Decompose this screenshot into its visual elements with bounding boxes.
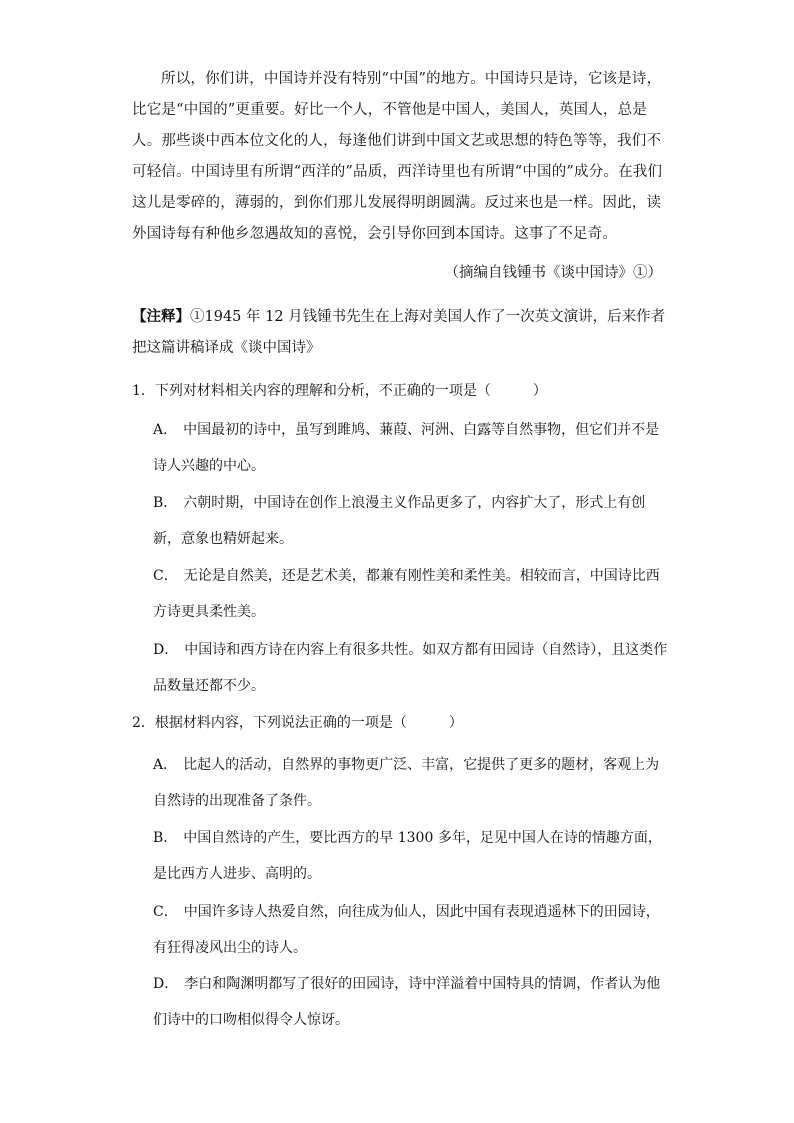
option-text: 中国最初的诗中，虽写到雎鸠、蒹葭、河洲、白露等自然事物，但它们并不是诗人兴趣的中心。 [153,422,660,474]
option-text: 中国许多诗人热爱自然，向往成为仙人，因此中国有表现逍遥林下的田园诗，有狂得凌风出尘的诗人。 [153,904,660,956]
passage-paragraph [132,64,664,250]
question-1-option-a[interactable] [153,412,671,484]
question-2-option-b[interactable] [153,820,671,892]
option-letter: D． [153,642,179,658]
question-2-option-d[interactable] [153,966,671,1038]
option-letter: C． [153,568,178,584]
passage-source: （摘编自钱锺书《谈中国诗》①） [444,265,662,281]
question-1-stem: 1．下列对材料相关内容的理解和分析，不正确的一项是（ ） [132,383,547,399]
question-1-option-d[interactable] [153,632,671,704]
question-1-option-c[interactable] [153,558,671,630]
option-letter: A． [153,422,178,438]
option-letter: C． [153,904,178,920]
option-text: 中国自然诗的产生，要比西方的早 1300 多年，足见中国人在诗的情趣方面，是比西方人进步、高明的。 [153,830,662,882]
option-text: 比起人的活动，自然界的事物更广泛、丰富，它提供了更多的题材，客观上为自然诗的出现准备了条件。 [153,757,660,809]
question-2-option-c[interactable] [153,894,671,966]
question-2-option-a[interactable] [153,747,671,819]
passage-text: 所以，你们讲，中国诗并没有特别“中国”的地方。中国诗只是诗，它该是诗，比它是“中国的”更重要。好比一个人，不管他是中国人，美国人，英国人，总是人。那些谈中西本位文化的人，每逢他们讲到中国文艺或思想的特色等等，我们不可轻信。中国诗里有所谓“西洋的”品质，西洋诗里也有所谓“中国的”成分。在我们这儿是零碎的，薄弱的，到你们那儿发展得明朗圆满。反过来也是一样。因此，读外国诗每有种他乡忽遇故知的喜悦，会引导你回到本国诗。这事了不足奇。 [132,71,663,242]
question-1-option-b[interactable] [153,485,671,557]
question-2-stem: 2．根据材料内容，下列说法正确的一项是（ ） [132,715,463,731]
option-text: 李白和陶渊明都写了很好的田园诗，诗中洋溢着中国特具的情调，作者认为他们诗中的口吻相似得令人惊讶。 [153,976,661,1028]
option-text: 中国诗和西方诗在内容上有很多共性。如双方都有田园诗（自然诗），且这类作品数量还都不少。 [153,642,668,694]
option-letter: D． [153,976,179,992]
option-letter: B． [153,495,178,511]
note-text: ①1945 年 12 月钱锺书先生在上海对美国人作了一次英文演讲，后来作者把这篇讲稿译成《谈中国诗》 [132,309,666,356]
note-label: 【注释】 [132,308,190,325]
option-text: 六朝时期，中国诗在创作上浪漫主义作品更多了，内容扩大了，形式上有创新，意象也精妍起来。 [153,495,646,547]
option-text: 无论是自然美，还是艺术美，都兼有刚性美和柔性美。相较而言，中国诗比西方诗更具柔性美。 [153,568,660,620]
annotation-note [132,301,672,364]
option-letter: A． [153,757,178,773]
option-letter: B． [153,830,178,846]
